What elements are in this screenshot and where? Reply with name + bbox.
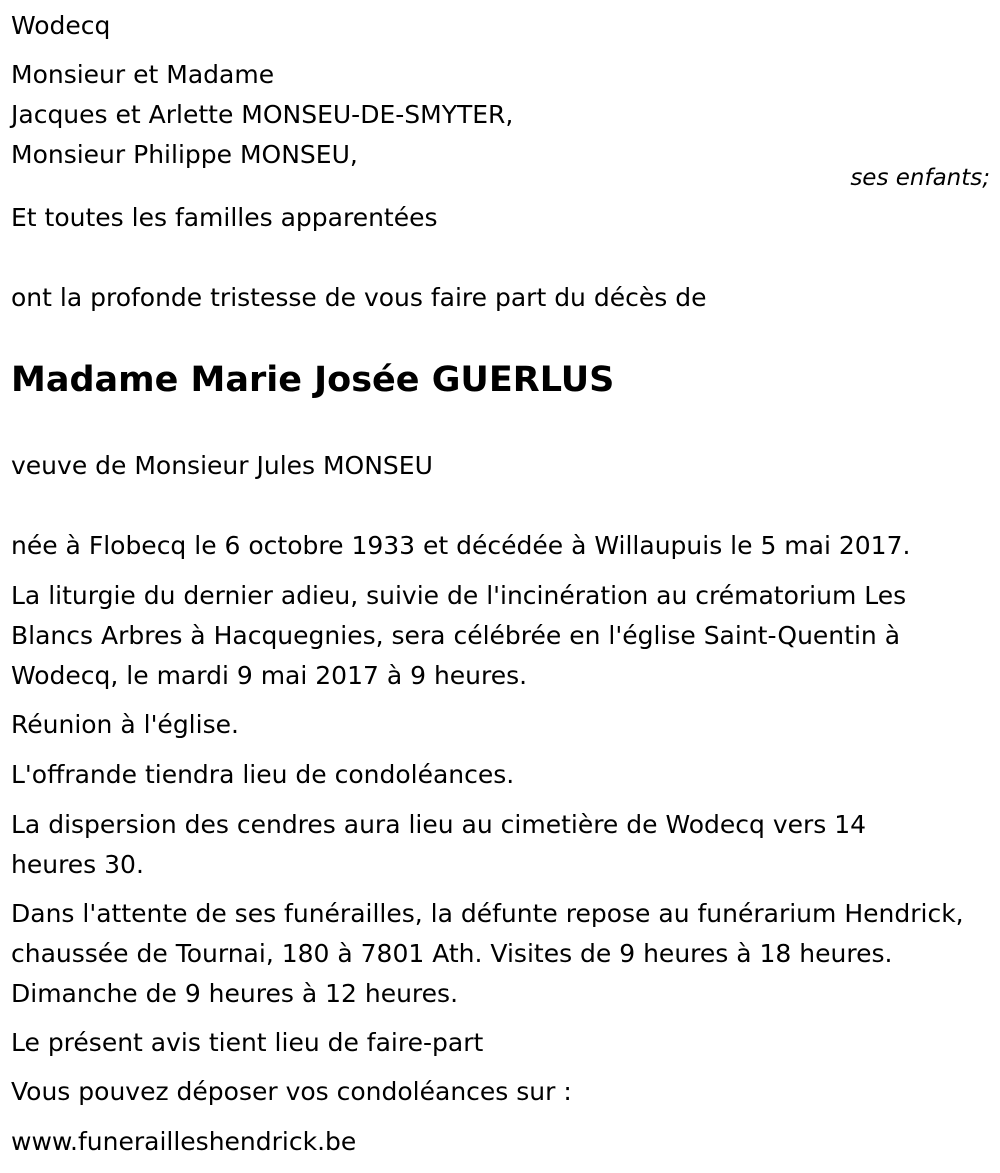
visitation-info: Dans l'attente de ses funérailles, la défunte repose au funérarium Hendrick, chaussée de Tournai, 180 à 7801 Ath. Visites de 9 heures à 18 heures. Dimanche de 9 heures à 12 heures. bbox=[11, 899, 964, 1008]
family-line-1: Monsieur et Madame bbox=[11, 60, 275, 89]
announcement-text: ont la profonde tristesse de vous faire part du décès de bbox=[11, 283, 707, 312]
family-line-4: Et toutes les familles apparentées bbox=[11, 203, 438, 232]
condolences-info: Vous pouvez déposer vos condoléances sur : bbox=[11, 1077, 572, 1106]
ashes-dispersal: La dispersion des cendres aura lieu au cimetière de Wodecq vers 14 heures 30. bbox=[11, 810, 867, 879]
place-header: Wodecq bbox=[11, 11, 111, 40]
gathering-info: Réunion à l'église. bbox=[11, 710, 239, 739]
deceased-name: Madame Marie Josée GUERLUS bbox=[11, 360, 615, 400]
widow-of: veuve de Monsieur Jules MONSEU bbox=[11, 451, 433, 480]
offering-info: L'offrande tiendra lieu de condoléances. bbox=[11, 760, 515, 789]
notice-statement: Le présent avis tient lieu de faire-part bbox=[11, 1028, 484, 1057]
birth-death-dates: née à Flobecq le 6 octobre 1933 et décédée à Willaupuis le 5 mai 2017. bbox=[11, 531, 911, 560]
family-line-3: Monsieur Philippe MONSEU, bbox=[11, 140, 358, 169]
website-link[interactable]: www.funerailleshendrick.be bbox=[11, 1127, 357, 1156]
funeral-liturgy: La liturgie du dernier adieu, suivie de l'incinération au crématorium Les Blancs Arbres à Hacquegnies, sera célébrée en l'église Saint-Quentin à Wodecq, le mardi 9 mai 2017 à 9 heures. bbox=[11, 581, 907, 690]
family-role: ses enfants; bbox=[850, 165, 990, 191]
family-line-2: Jacques et Arlette MONSEU-DE-SMYTER, bbox=[11, 100, 514, 129]
